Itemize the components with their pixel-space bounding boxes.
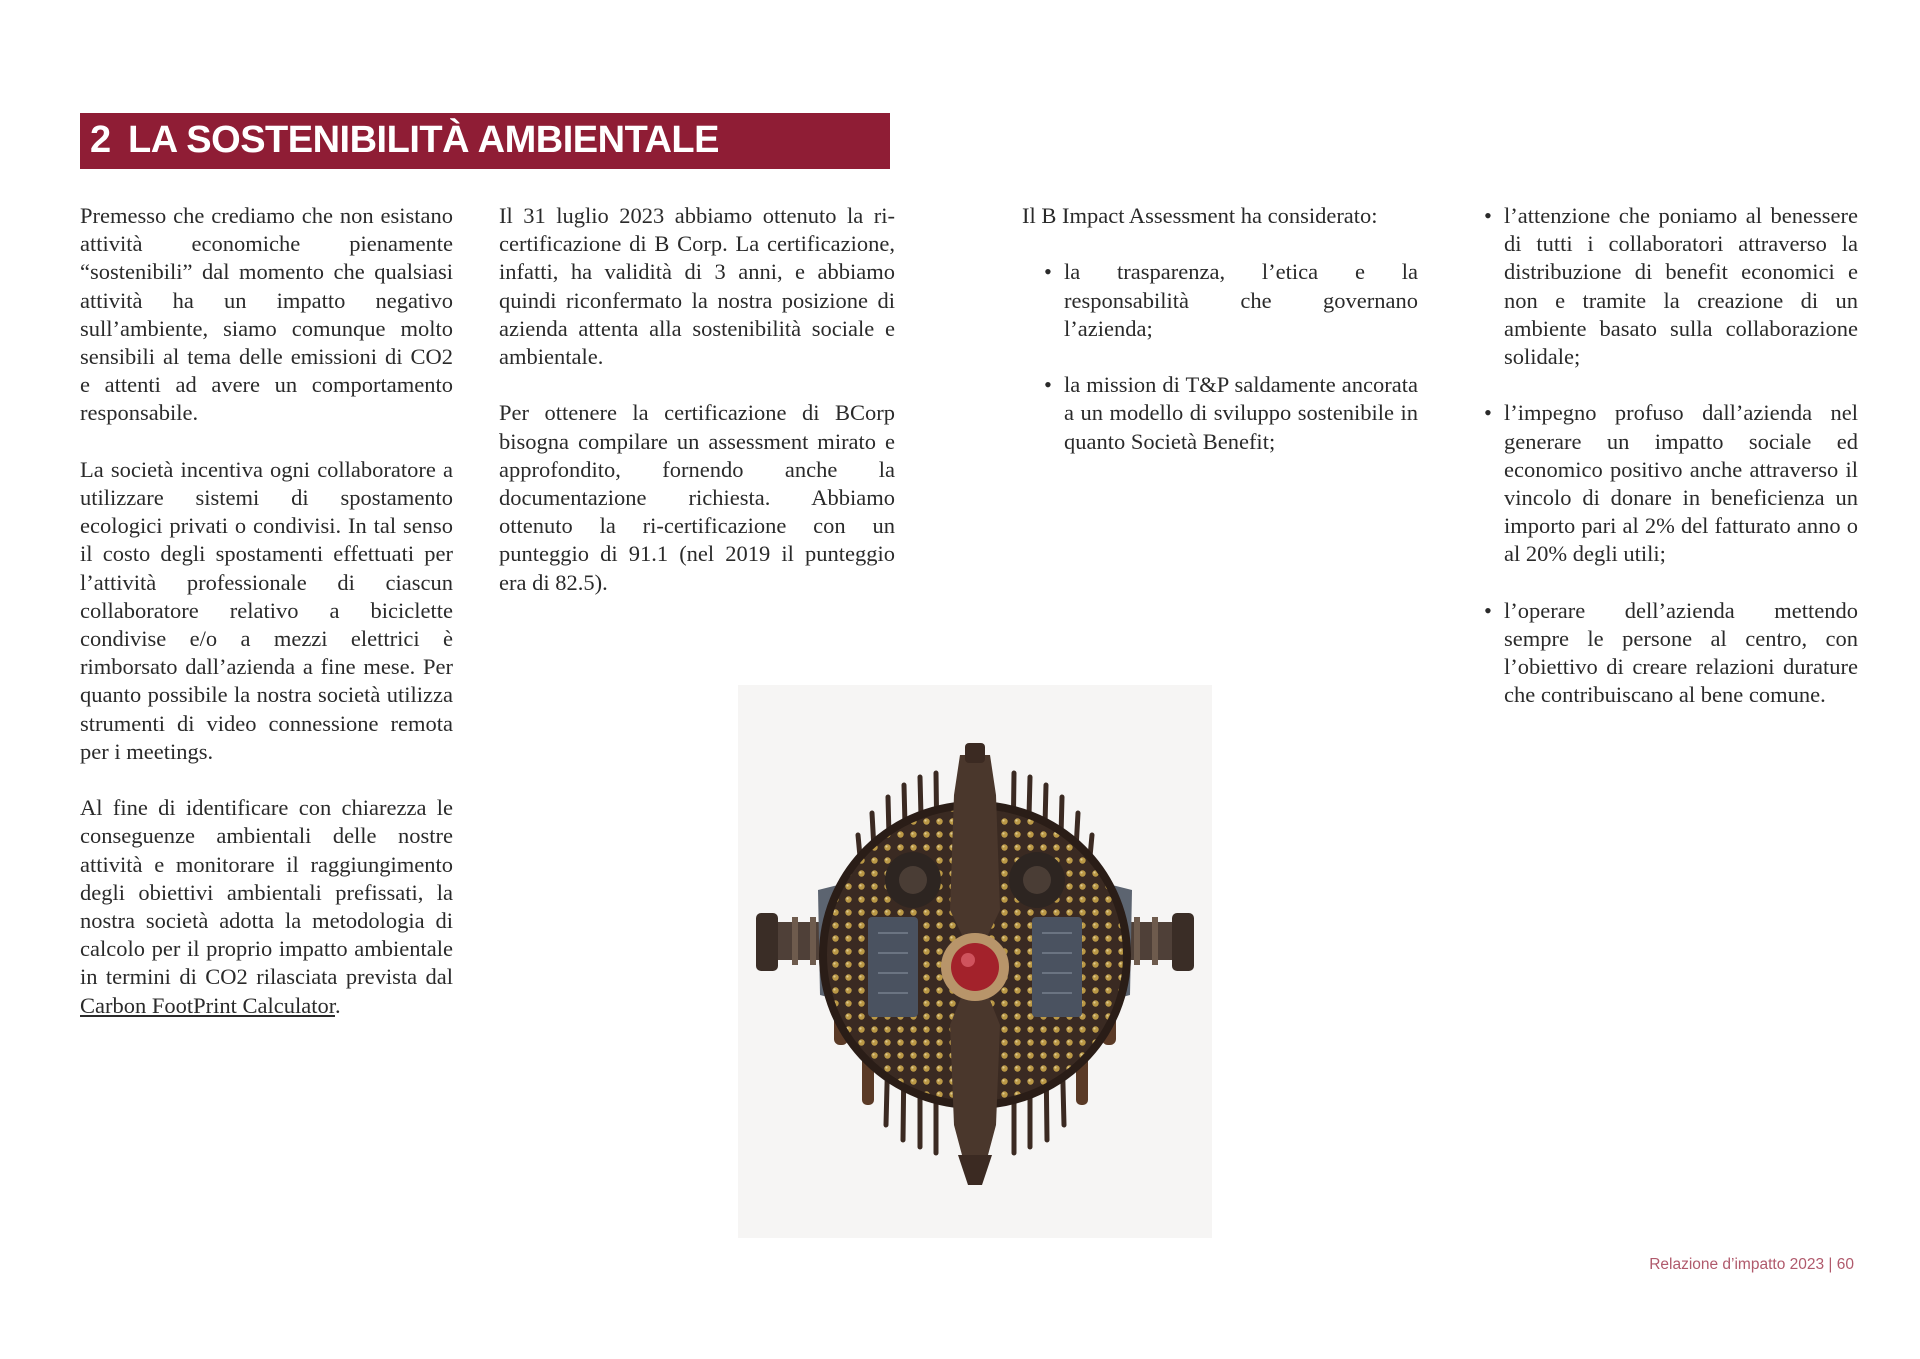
text-column-2 <box>499 202 895 625</box>
artwork-image <box>738 685 1212 1238</box>
text-column-3 <box>1022 202 1418 484</box>
carbon-methodology-text: Al fine di identificare con chiarezza le conseguenze ambientali delle nostre attività e monitorare il raggiungimento degli obiettivi ambientali prefissati, la nostra società adotta la metodologia di calcolo per il proprio impatto ambientale in termini di CO2 rilasciata prevista dal <box>80 795 453 990</box>
bullet-icon: • <box>1484 597 1492 623</box>
list-item-text: la trasparenza, l’etica e la responsabilità che governano l’azienda; <box>1064 259 1418 341</box>
section-title: LA SOSTENIBILITÀ AMBIENTALE <box>128 119 719 161</box>
list-item <box>1044 371 1418 456</box>
text-column-4 <box>1478 202 1858 738</box>
section-title-bar <box>80 113 890 169</box>
paragraph-bcorp-assessment: Per ottenere la certificazione di BCorp bisogna compilare un assessment mirato e approfondito, fornendo anche la documentazione richiesta. Abbiamo ottenuto la ri-certificazione con un punteggio di 91.1 (nel 2019 il punteggio era di 82.5). <box>499 400 895 595</box>
assessment-bullet-list-2 <box>1478 202 1858 710</box>
mask-sculpture-icon <box>738 685 1212 1238</box>
bullet-icon: • <box>1044 372 1052 398</box>
bullet-icon: • <box>1484 203 1492 228</box>
list-item-text: l’impegno profuso dall’azienda nel generare un impatto sociale ed economico positivo anche attraverso il vincolo di donare in beneficienza un importo pari al 2% del fatturato anno o al 20% degli utili; <box>1504 400 1858 567</box>
list-item-text: l’attenzione che poniamo al benessere di tutti i collaboratori attraverso la distribuzione di benefit economici e non e tramite la creazione di un ambiente basato sulla collaborazione solidale; <box>1504 203 1858 370</box>
carbon-methodology-end: . <box>334 992 341 1018</box>
section-number: 2 <box>90 119 111 161</box>
list-item-text: la mission di T&P saldamente ancorata a un modello di sviluppo sostenibile in quanto Società Benefit; <box>1064 372 1418 454</box>
text-column-1 <box>80 202 453 1048</box>
list-item <box>1484 399 1858 568</box>
carbon-footprint-calculator-link[interactable]: Carbon FootPrint Calculator <box>80 992 335 1018</box>
paragraph-impact-assessment-intro: Il B Impact Assessment ha considerato: <box>1022 203 1378 228</box>
list-item-text: l’operare dell’azienda mettendo sempre le persone al centro, con l’obiettivo di creare relazioni durature che contribuiscano al bene comune. <box>1504 597 1858 708</box>
bullet-icon: • <box>1484 400 1492 426</box>
list-item <box>1044 258 1418 343</box>
paragraph-sustainable-mobility: La società incentiva ogni collaboratore a utilizzare sistemi di spostamento ecologici privati o condivisi. In tal senso il costo degli spostamenti effettuati per l’attività professionale di ciascun collaboratore relativo a biciclette condivise e/o a mezzi elettrici è rimborsato dall’azienda a fine mese. Per quanto possibile la nostra società utilizza strumenti di video connessione remota per i meetings. <box>80 456 453 764</box>
paragraph-co2-premise: Premesso che crediamo che non esistano attività economiche pienamente “sostenibili” dal momento che qualsiasi attività ha un impatto negativo sull’ambiente, siamo comunque molto sensibili al tema delle emissioni di CO2 e attenti ad avere un comportamento responsabile. <box>80 203 453 426</box>
list-item <box>1484 597 1858 710</box>
paragraph-bcorp-recertification: Il 31 luglio 2023 abbiamo ottenuto la ri-certificazione di B Corp. La certificazione, infatti, ha validità di 3 anni, e abbiamo quindi riconfermato la nostra posizione di azienda attenta alla sostenibilità sociale e ambientale. <box>499 203 895 370</box>
page-footer: Relazione d’impatto 2023 | 60 <box>1649 1256 1854 1273</box>
bullet-icon: • <box>1044 259 1052 285</box>
paragraph-carbon-methodology <box>80 794 453 1020</box>
assessment-bullet-list-1 <box>1022 258 1418 455</box>
list-item <box>1484 202 1858 371</box>
